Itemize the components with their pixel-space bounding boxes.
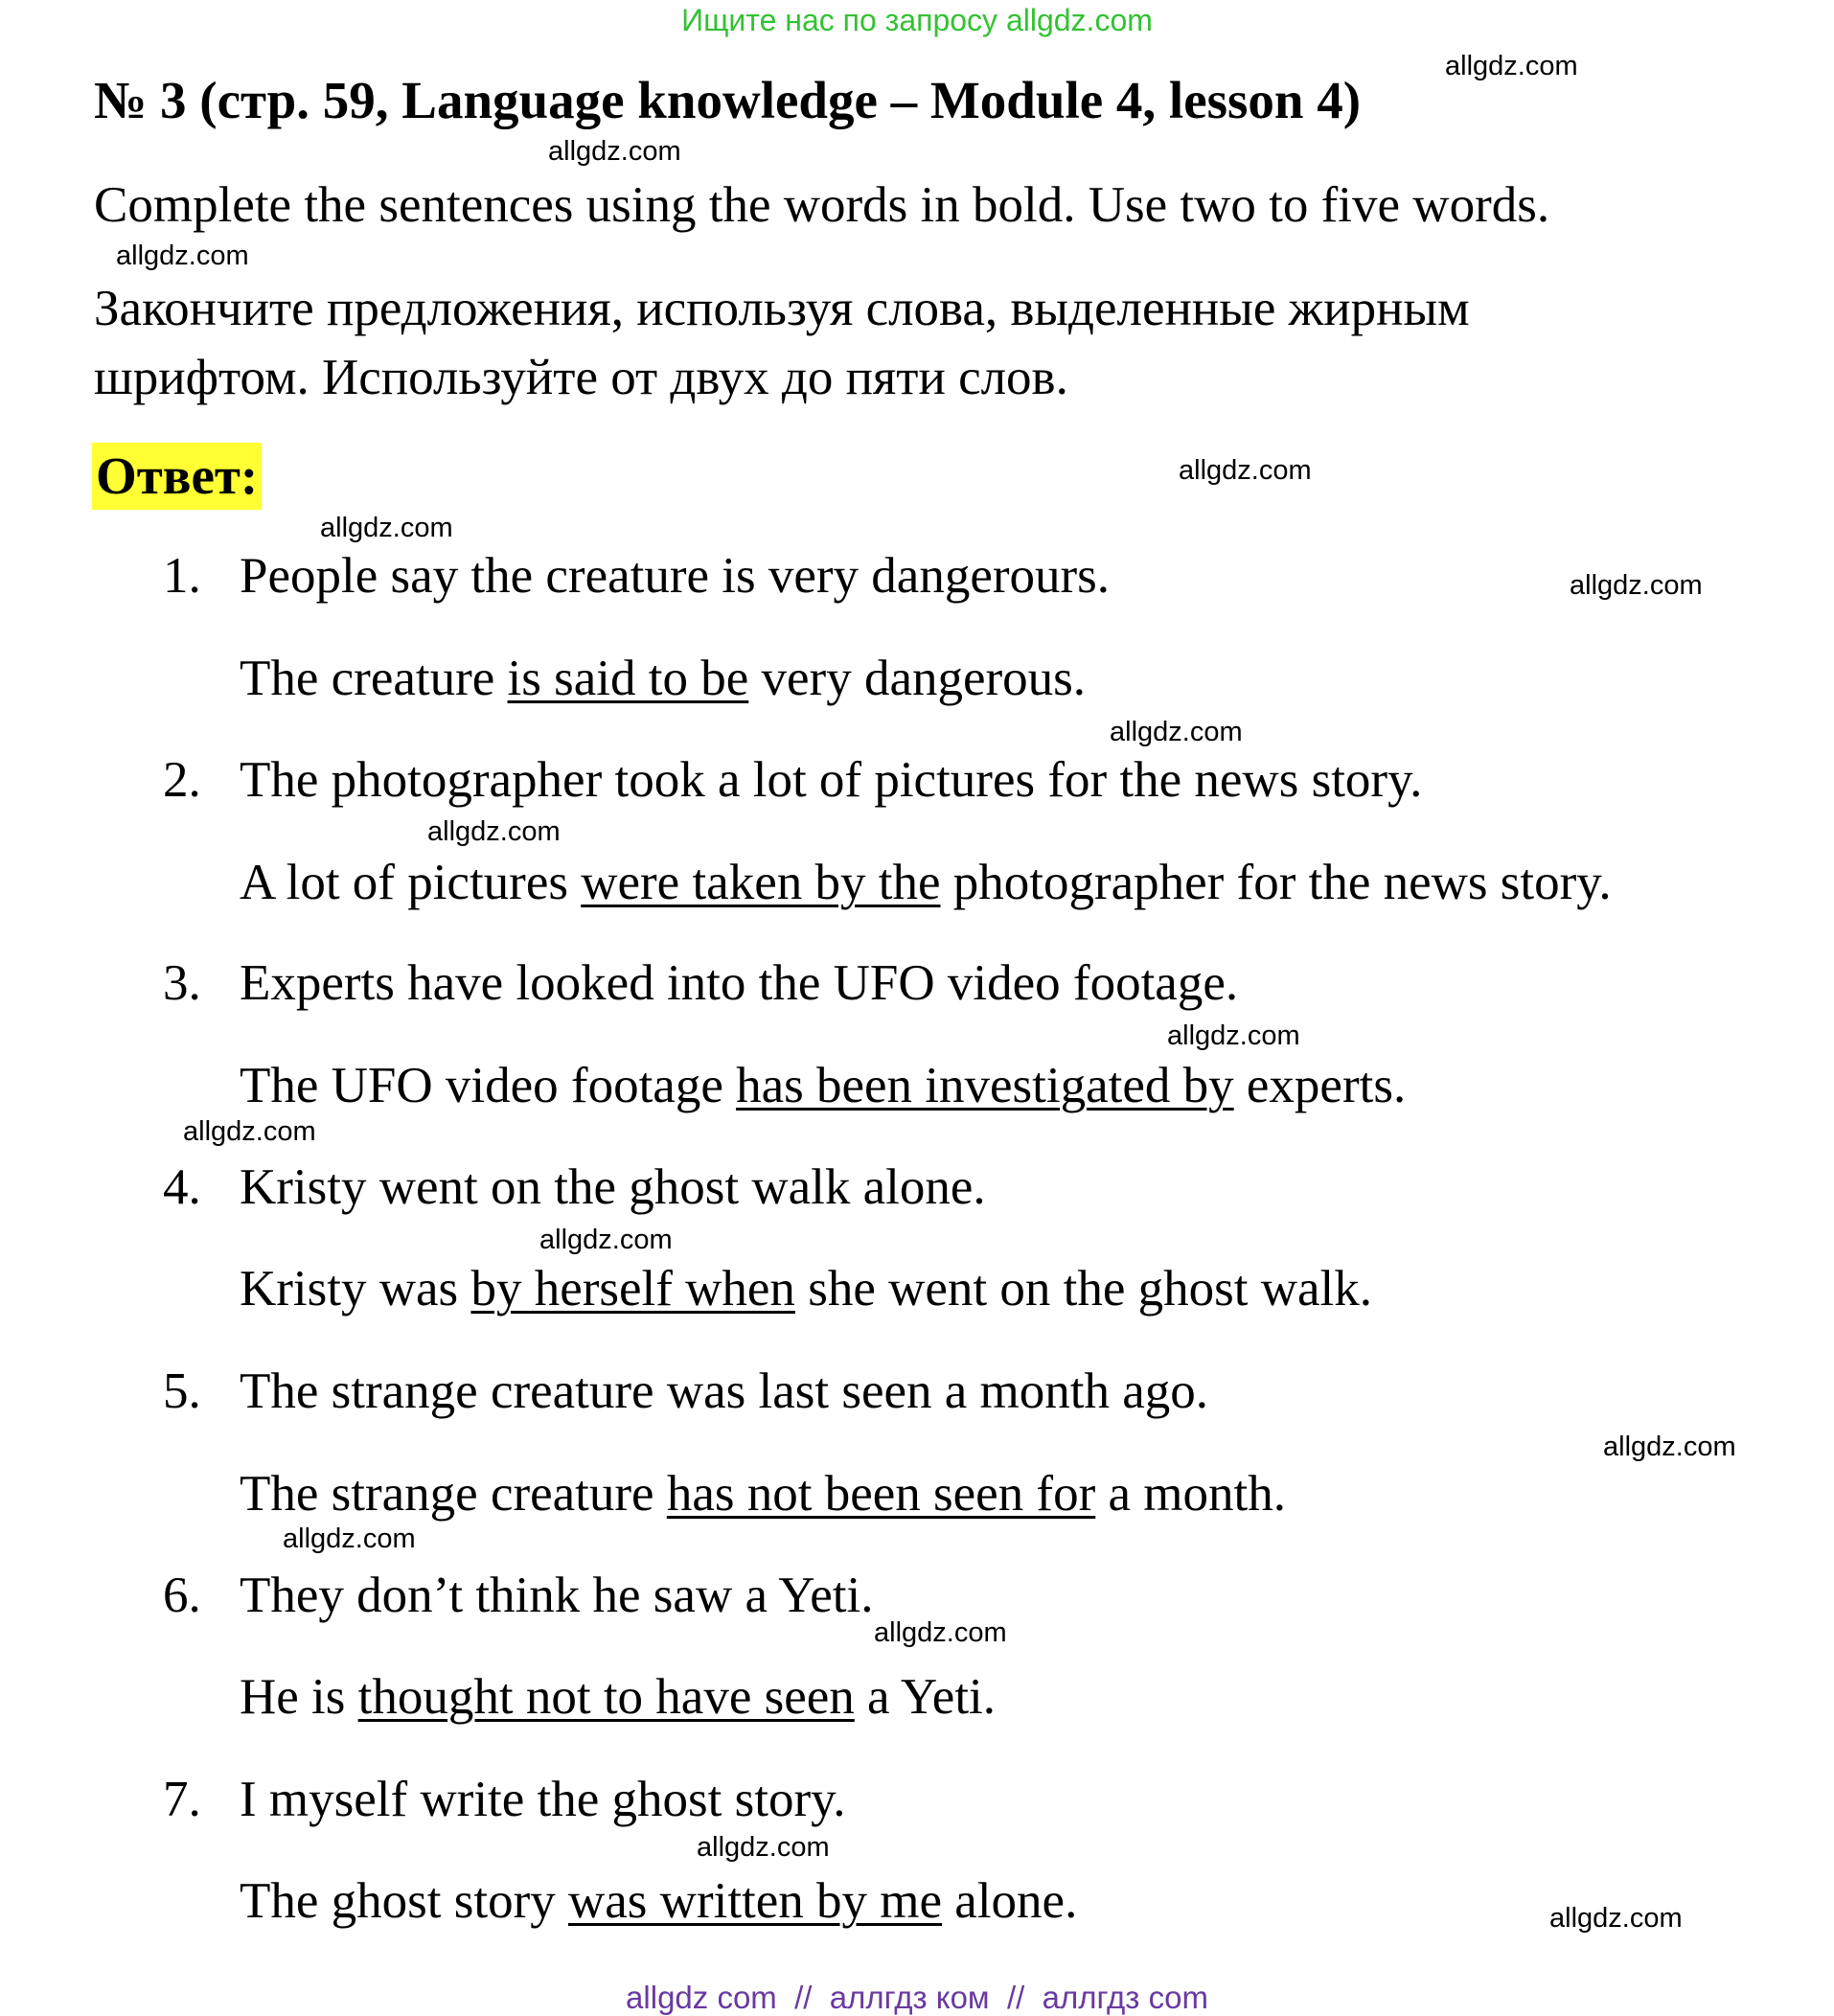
answer-fill: were taken by the xyxy=(581,855,941,910)
item-answer xyxy=(240,1462,1286,1525)
answer-fill: by herself when xyxy=(470,1261,795,1317)
watermark: allgdz.com xyxy=(1179,455,1312,486)
instruction-russian-line-2: шрифтом. Используйте от двух до пяти слов. xyxy=(94,350,1068,405)
answer-text-after: she went on the ghost walk. xyxy=(794,1261,1372,1317)
item-answer xyxy=(240,1665,996,1729)
item-number: 1. xyxy=(163,548,201,604)
watermark: allgdz.com xyxy=(1549,1903,1683,1934)
watermark: allgdz.com xyxy=(1603,1432,1736,1462)
item-answer xyxy=(240,851,1612,914)
instruction-english: Complete the sentences using the words in bold. Use two to five words. xyxy=(94,177,1550,233)
watermark: allgdz.com xyxy=(320,513,453,543)
item-number: 6. xyxy=(163,1568,201,1623)
answer-fill: thought not to have seen xyxy=(357,1669,855,1725)
watermark: allgdz.com xyxy=(116,241,249,271)
answer-fill: has not been seen for xyxy=(666,1466,1096,1522)
item-answer xyxy=(240,1257,1372,1320)
watermark: allgdz.com xyxy=(1445,51,1578,81)
watermark: allgdz.com xyxy=(427,816,561,847)
answer-text-before: Kristy was xyxy=(240,1261,471,1317)
answer-text-before: The UFO video footage xyxy=(240,1058,737,1113)
watermark: allgdz.com xyxy=(697,1832,830,1863)
item-prompt: They don’t think he saw a Yeti. xyxy=(240,1568,874,1623)
item-prompt: The strange creature was last seen a month ago. xyxy=(240,1363,1209,1419)
answer-text-after: experts. xyxy=(1233,1058,1407,1113)
item-prompt: People say the creature is very dangerours. xyxy=(240,548,1111,604)
watermark: allgdz.com xyxy=(1167,1020,1300,1051)
answer-text-before: The strange creature xyxy=(240,1466,667,1522)
answer-text-before: The creature xyxy=(240,651,508,706)
watermark: allgdz.com xyxy=(539,1225,673,1255)
footer-watermark: allgdz com // аллгдз ком // аллгдз com xyxy=(626,1980,1208,2015)
answer-text-after: a Yeti. xyxy=(854,1669,997,1725)
item-number: 5. xyxy=(163,1363,201,1419)
answer-text-before: The ghost story xyxy=(240,1873,568,1929)
watermark: allgdz.com xyxy=(548,136,681,167)
answer-label: Ответ: xyxy=(92,443,262,510)
top-banner: Ищите нас по запросу allgdz.com xyxy=(681,3,1153,37)
watermark: allgdz.com xyxy=(1110,717,1243,747)
exercise-heading: № 3 (стр. 59, Language knowledge – Module 4, lesson 4) xyxy=(94,71,1362,129)
item-answer xyxy=(240,1869,1077,1933)
item-answer xyxy=(240,647,1086,710)
answer-fill: was written by me xyxy=(568,1873,943,1929)
item-answer xyxy=(240,1054,1406,1117)
item-number: 2. xyxy=(163,752,201,808)
item-prompt: Kristy went on the ghost walk alone. xyxy=(240,1159,986,1215)
item-prompt: The photographer took a lot of pictures for the news story. xyxy=(240,752,1423,808)
answer-text-after: a month. xyxy=(1095,1466,1286,1522)
watermark: allgdz.com xyxy=(1570,570,1703,601)
item-number: 4. xyxy=(163,1159,201,1215)
watermark: allgdz.com xyxy=(874,1617,1007,1648)
item-prompt: I myself write the ghost story. xyxy=(240,1772,846,1827)
instruction-russian-line-1: Закончите предложения, используя слова, выделенные жирным xyxy=(94,281,1470,336)
watermark: allgdz.com xyxy=(283,1523,416,1554)
item-number: 7. xyxy=(163,1772,201,1827)
answer-text-after: photographer for the news story. xyxy=(940,855,1612,910)
answer-text-before: A lot of pictures xyxy=(240,855,582,910)
answer-fill: has been investigated by xyxy=(736,1058,1234,1113)
answer-text-after: alone. xyxy=(942,1873,1078,1929)
watermark: allgdz.com xyxy=(183,1116,316,1147)
answer-text-after: very dangerous. xyxy=(748,651,1087,706)
item-prompt: Experts have looked into the UFO video footage. xyxy=(240,955,1239,1011)
answer-text-before: He is xyxy=(240,1669,358,1725)
item-number: 3. xyxy=(163,955,201,1011)
answer-fill: is said to be xyxy=(507,651,749,706)
